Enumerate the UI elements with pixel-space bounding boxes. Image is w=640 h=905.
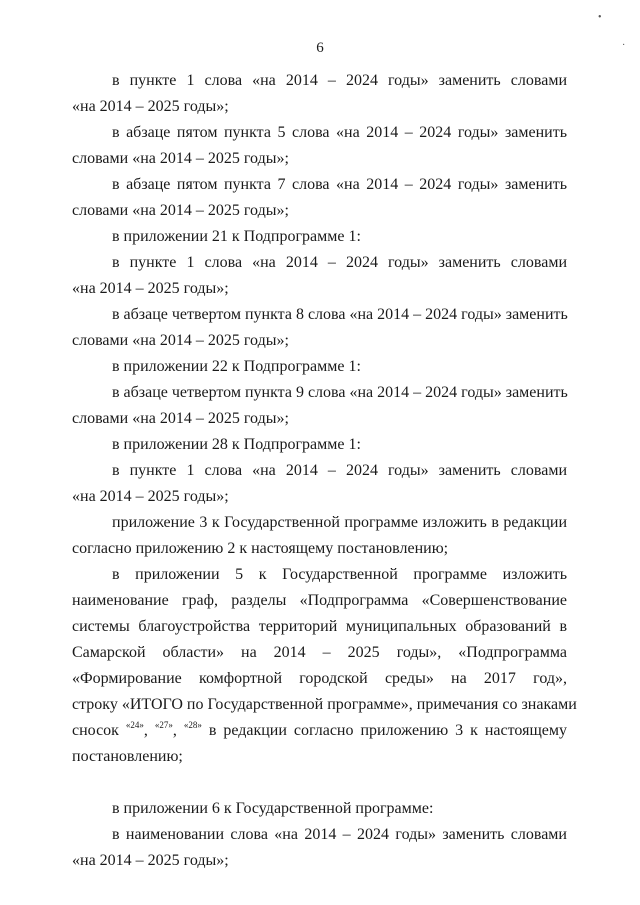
text-line: «на 2014 – 2025 годы»; (72, 852, 229, 869)
text-line: в наименовании слова «на 2014 – 2024 годы» заменить словами (112, 826, 567, 843)
paragraph (112, 302, 567, 328)
text-line: в приложении 22 к Подпрограмме 1: (112, 358, 361, 375)
paragraph (72, 276, 229, 302)
text-line: в приложении 21 к Подпрограмме 1: (112, 228, 361, 245)
paragraph (72, 328, 289, 354)
text-line: в пункте 1 слова «на 2014 – 2024 годы» заменить словами (112, 72, 567, 89)
text-line: приложение 3 к Государственной программе изложить в редакции (112, 514, 567, 531)
separator: , (172, 722, 177, 739)
paragraph (112, 458, 567, 484)
paragraph (112, 172, 567, 198)
text-line: словами «на 2014 – 2025 годы»; (72, 410, 289, 427)
paragraph (72, 484, 229, 510)
text-line: «на 2014 – 2025 годы»; (72, 98, 229, 115)
text-line: в приложении 5 к Государственной программе изложить (112, 566, 567, 583)
text-line: «на 2014 – 2025 годы»; (72, 280, 229, 297)
text-line: словами «на 2014 – 2025 годы»; (72, 202, 289, 219)
paragraph (112, 510, 567, 536)
text-line: согласно приложению 2 к настоящему постановлению; (72, 540, 449, 557)
text-line: в приложении 6 к Государственной программе: (112, 800, 434, 817)
text-segment: в редакции согласно приложению 3 к настоящему (208, 722, 568, 739)
text-line: в абзаце четвертом пункта 9 слова «на 2014 – 2024 годы» заменить (112, 384, 568, 401)
paragraph (72, 536, 448, 562)
scan-speck: · (622, 40, 626, 51)
footnote-marker: «28» (183, 720, 202, 730)
text-line: «Формирование комфортной городской среды» на 2017 год», (72, 670, 567, 687)
text-line: в пункте 1 слова «на 2014 – 2024 годы» заменить словами (112, 254, 567, 271)
footnote-marker: «27» (154, 720, 173, 730)
page-number: 6 (316, 40, 324, 56)
text-segment: сносок (72, 722, 119, 739)
text-line: постановлению; (72, 748, 183, 765)
separator: , (143, 722, 148, 739)
text-line: наименование граф, разделы «Подпрограмма «Совершенствование (72, 592, 567, 609)
paragraph (72, 848, 229, 874)
paragraph (72, 198, 289, 224)
footnote-line (72, 718, 567, 744)
paragraph (112, 68, 567, 94)
paragraph (112, 120, 567, 146)
paragraph (72, 588, 577, 770)
text-line: системы благоустройства территорий муниципальных образований в (72, 618, 567, 635)
paragraph (72, 146, 289, 172)
text-line: словами «на 2014 – 2025 годы»; (72, 332, 289, 349)
scan-speck: • (598, 12, 602, 23)
paragraph (112, 250, 567, 276)
footnote-marker: «24» (125, 720, 144, 730)
paragraph (72, 406, 289, 432)
paragraph (112, 354, 361, 380)
paragraph (112, 380, 567, 406)
text-line: в абзаце четвертом пункта 8 слова «на 2014 – 2024 годы» заменить (112, 306, 568, 323)
paragraph (112, 432, 361, 458)
text-line: словами «на 2014 – 2025 годы»; (72, 150, 289, 167)
text-line: в абзаце пятом пункта 7 слова «на 2014 – 2024 годы» заменить (112, 176, 567, 193)
paragraph (112, 224, 361, 250)
text-line: «на 2014 – 2025 годы»; (72, 488, 229, 505)
text-line: Самарской области» на 2014 – 2025 годы», «Подпрограмма (72, 644, 567, 661)
text-line: строку «ИТОГО по Государственной программе», примечания со знаками (72, 696, 577, 713)
paragraph (112, 796, 433, 822)
text-line: в пункте 1 слова «на 2014 – 2024 годы» заменить словами (112, 462, 567, 479)
paragraph (112, 562, 567, 588)
text-line: в абзаце пятом пункта 5 слова «на 2014 – 2024 годы» заменить (112, 124, 567, 141)
paragraph (112, 822, 567, 848)
paragraph (72, 94, 229, 120)
text-line: в приложении 28 к Подпрограмме 1: (112, 436, 361, 453)
